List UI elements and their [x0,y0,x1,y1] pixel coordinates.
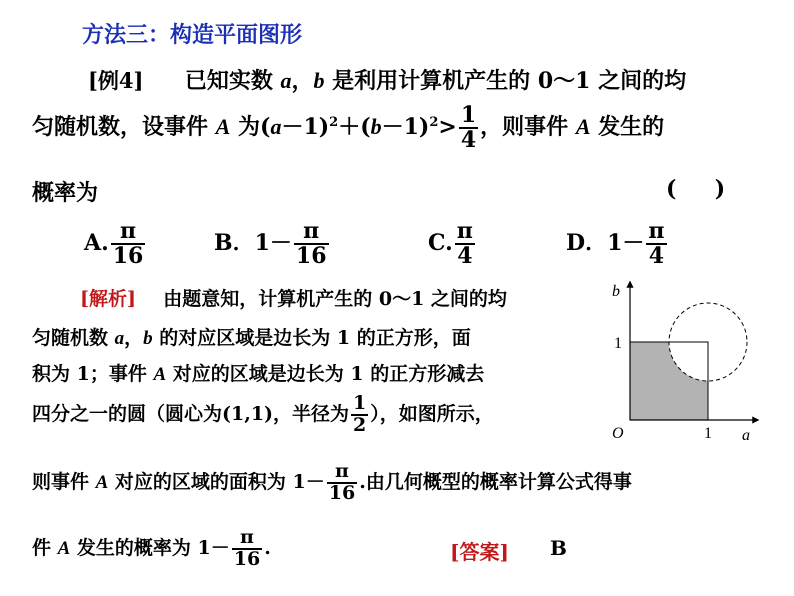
example-line-1: [例4] 已知实数 a，b 是利用计算机产生的 0～1 之间的均 [88,68,687,94]
solution-line-1: [解析] 由题意知，计算机产生的 0～1 之间的均 [80,288,507,310]
solution-line-4: 四分之一的圆（圆心为(1,1)，半径为 $\frac{1}{2}$ ），如图所示， [32,392,494,436]
section-heading: 方法三：构造平面图形 [82,23,303,48]
axis-label-b: b [612,283,620,300]
answer-label: [答案] [450,540,509,564]
geometry-figure [590,272,770,447]
option-d[interactable]: D．1－ $\frac{\pi}{4}$ [566,218,665,270]
solution-line-6: 件 A 发生的概率为 1－ $\frac{\pi}{16}$ . [32,526,271,570]
option-c[interactable]: C. $\frac{\pi}{4}$ [428,218,473,270]
tick-label-y: 1 [614,335,622,352]
option-a[interactable]: A. $\frac{\pi}{16}$ [84,218,144,270]
example-tag: [例4] [88,68,144,93]
solution-line-3: 积为 1；事件 A 对应的区域是边长为 1 的正方形减去 [32,363,485,385]
example-line-2: 匀随机数，设事件 A 为$(a-1)^2+(b-1)^2>$ $\frac{1}{4}$ ，则事件 A 发生的 [32,102,665,154]
solution-line-5: 则事件 A 对应的区域的面积为 1－ $\frac{\pi}{16}$ .由几何概型的概率计算公式得事 [32,460,632,504]
shaded-region [630,342,708,420]
answer-parentheses: ( ) [666,176,726,202]
fraction-one-quarter: $\frac{1}{4}$ [460,102,477,154]
solution-line-2: 匀随机数 a，b 的对应区域是边长为 1 的正方形，面 [32,327,471,349]
solution-tag: [解析] [80,288,136,310]
origin-label: O [612,425,624,442]
example-line-3: 概率为 [32,180,99,206]
tick-label-x: 1 [704,425,712,442]
axis-label-a: a [742,427,750,444]
option-b[interactable]: B．1－ $\frac{\pi}{16}$ [214,218,327,270]
answer-value: B [550,536,567,560]
